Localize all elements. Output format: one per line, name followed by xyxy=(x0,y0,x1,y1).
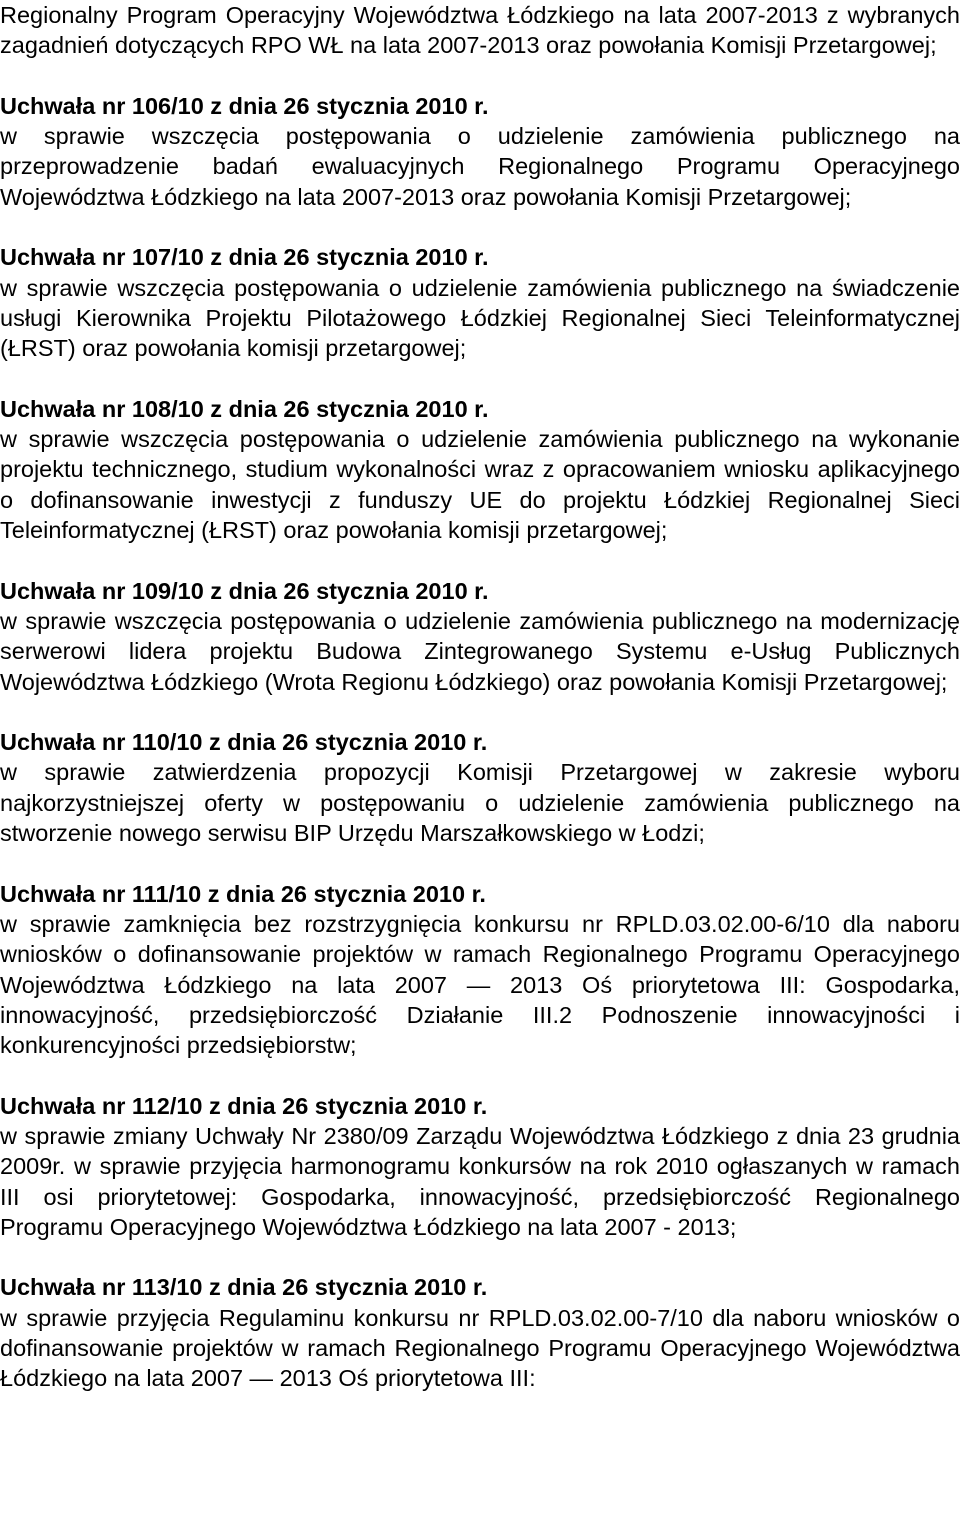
resolution-body: w sprawie wszczęcia postępowania o udzielenie zamówienia publicznego na modernizację serwerowi lidera projektu Budowa Zintegrowanego Systemu e-Usług Publicznych Województwa Łódzkiego (Wrota Regionu Łódzkiego) oraz powołania Komisji Przetargowej; xyxy=(0,607,960,695)
resolution-entry xyxy=(0,879,960,1061)
resolution-title: Uchwała nr 108/10 z dnia 26 stycznia 2010 r. xyxy=(0,395,489,422)
resolution-body: w sprawie przyjęcia Regulaminu konkursu nr RPLD.03.02.00-7/10 dla naboru wniosków o dofinansowanie projektów w ramach Regionalnego Programu Operacyjnego Województwa Łódzkiego na lata 2007 — 2013 Oś priorytetowa III: xyxy=(0,1304,960,1392)
resolution-entry xyxy=(0,727,960,848)
resolution-entry xyxy=(0,1272,960,1393)
resolution-body: w sprawie wszczęcia postępowania o udzielenie zamówienia publicznego na świadczenie usługi Kierownika Projektu Pilotażowego Łódzkiej Regionalnej Sieci Teleinformatycznej (ŁRST) oraz powołania komisji przetargowej; xyxy=(0,274,960,362)
resolution-entry xyxy=(0,1091,960,1242)
resolution-title: Uchwała nr 110/10 z dnia 26 stycznia 2010 r. xyxy=(0,729,488,756)
resolution-title: Uchwała nr 106/10 z dnia 26 stycznia 2010 r. xyxy=(0,92,489,119)
intro-paragraph: Regionalny Program Operacyjny Województwa Łódzkiego na lata 2007-2013 z wybranych zagadnień dotyczących RPO WŁ na lata 2007-2013 oraz powołania Komisji Przetargowej; xyxy=(0,2,960,59)
resolution-title: Uchwała nr 112/10 z dnia 26 stycznia 2010 r. xyxy=(0,1092,488,1119)
resolution-title: Uchwała nr 113/10 z dnia 26 stycznia 2010 r. xyxy=(0,1274,488,1301)
resolution-body: w sprawie zatwierdzenia propozycji Komisji Przetargowej w zakresie wyboru najkorzystniejszej oferty w postępowaniu o udzielenie zamówienia publicznego na stworzenie nowego serwisu BIP Urzędu Marszałkowskiego w Łodzi; xyxy=(0,759,960,847)
resolution-body: w sprawie zmiany Uchwały Nr 2380/09 Zarządu Województwa Łódzkiego z dnia 23 grudnia 2009r. w sprawie przyjęcia harmonogramu konkursów na rok 2010 ogłaszanych w ramach III osi priorytetowej: Gospodarka, innowacyjność, przedsiębiorczość Regionalnego Programu Operacyjnego Województwa Łódzkiego na lata 2007 - 2013; xyxy=(0,1122,960,1240)
resolution-entry xyxy=(0,242,960,363)
resolution-entry xyxy=(0,91,960,212)
resolution-entry xyxy=(0,394,960,545)
resolution-body: w sprawie wszczęcia postępowania o udzielenie zamówienia publicznego na przeprowadzenie badań ewaluacyjnych Regionalnego Programu Operacyjnego Województwa Łódzkiego na lata 2007-2013 oraz powołania Komisji Przetargowej; xyxy=(0,123,960,210)
resolution-body: w sprawie zamknięcia bez rozstrzygnięcia konkursu nr RPLD.03.02.00-6/10 dla naboru wniosków o dofinansowanie projektów w ramach Regionalnego Programu Operacyjnego Województwa Łódzkiego na lata 2007 — 2013 Oś priorytetowa III: Gospodarka, innowacyjność, przedsiębiorczość Działanie III.2 Podnoszenie innowacyjności i konkurencyjności przedsiębiorstw; xyxy=(0,910,960,1059)
resolution-title: Uchwała nr 107/10 z dnia 26 stycznia 2010 r. xyxy=(0,244,489,271)
resolution-title: Uchwała nr 111/10 z dnia 26 stycznia 2010 r. xyxy=(0,880,486,907)
resolution-entry xyxy=(0,576,960,697)
resolution-body: w sprawie wszczęcia postępowania o udzielenie zamówienia publicznego na wykonanie projektu technicznego, studium wykonalności wraz z opracowaniem wniosku aplikacyjnego o dofinansowanie inwestycji z funduszy UE do projektu Łódzkiej Regionalnej Sieci Teleinformatycznej (ŁRST) oraz powołania komisji przetargowej; xyxy=(0,426,960,544)
resolution-title: Uchwała nr 109/10 z dnia 26 stycznia 2010 r. xyxy=(0,577,489,604)
